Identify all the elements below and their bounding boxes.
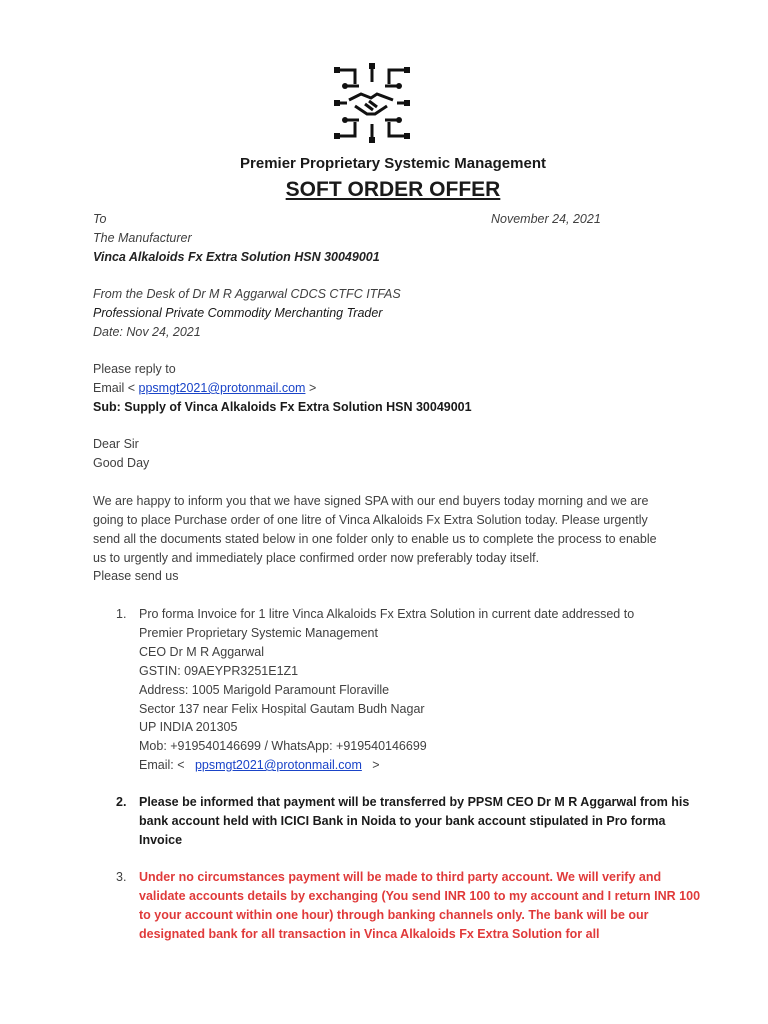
reply-email-prefix: Email < [93,381,136,395]
list-item-line: Invoice [139,833,183,847]
list-number-3: 3. [116,870,127,884]
greeting-line: Good Day [93,456,150,470]
item1-email-line [139,758,380,772]
list-item-line: Pro forma Invoice for 1 litre Vinca Alkaloids Fx Extra Solution in current date addressed to [139,607,635,621]
subject-line: Sub: Supply of Vinca Alkaloids Fx Extra Solution HSN 30049001 [93,400,472,414]
list-item-line: CEO Dr M R Aggarwal [139,645,265,659]
product-line: Vinca Alkaloids Fx Extra Solution HSN 30049001 [93,250,380,264]
list-item-line: GSTIN: 09AEYPR3251E1Z1 [139,664,299,678]
reply-label: Please reply to [93,362,176,376]
warning-line: to your account within one hour) through banking channels only. The bank will be our [139,908,649,922]
letter-date: November 24, 2021 [491,212,601,226]
list-item-line: Address: 1005 Marigold Paramount Floraville [139,683,390,697]
sender-date: Date: Nov 24, 2021 [93,325,201,339]
list-item-line: Mob: +919540146699 / WhatsApp: +919540146699 [139,739,427,753]
reply-email-suffix: > [308,381,317,395]
salutation: Dear Sir [93,437,139,451]
page-title: SOFT ORDER OFFER [285,178,501,201]
company-name: Premier Proprietary Systemic Management [240,155,546,172]
warning-line: Under no circumstances payment will be made to third party account. We will verify and [139,870,662,884]
warning-line: validate accounts details by exchanging (You send INR 100 to my account and I return INR 100 [139,889,701,903]
body-line: send all the documents stated below in one folder only to enable us to complete the process to enable [93,532,657,546]
warning-line: designated bank for all transaction in Vinca Alkaloids Fx Extra Solution for all [139,927,600,941]
sender-desk: From the Desk of Dr M R Aggarwal CDCS CTFC ITFAS [93,287,401,301]
list-item-line: bank account held with ICICI Bank in Noida to your bank account stipulated in Pro forma [139,814,666,828]
reply-email-line [93,381,316,395]
body-line: going to place Purchase order of one litre of Vinca Alkaloids Fx Extra Solution today. Please urgently [93,513,648,527]
reply-email-link[interactable]: ppsmgt2021@protonmail.com [138,381,306,395]
list-number-1: 1. [116,607,127,621]
handshake-circuit-icon [331,60,413,146]
list-number-2: 2. [116,795,127,809]
list-item-line: Premier Proprietary Systemic Management [139,626,378,640]
list-item-line: Please be informed that payment will be transferred by PPSM CEO Dr M R Aggarwal from his [139,795,690,809]
item1-email-suffix: > [372,758,380,772]
list-item-line: UP INDIA 201305 [139,720,238,734]
sender-role: Professional Private Commodity Merchanting Trader [93,306,383,320]
please-send: Please send us [93,569,179,583]
list-item-line: Sector 137 near Felix Hospital Gautam Budh Nagar [139,702,425,716]
item1-email-prefix: Email: < [139,758,185,772]
item1-email-link[interactable]: ppsmgt2021@protonmail.com [194,758,362,772]
body-line: us to urgently and immediately place confirmed order now preferably today itself. [93,551,540,565]
recipient: The Manufacturer [93,231,192,245]
body-line: We are happy to inform you that we have signed SPA with our end buyers today morning and we are [93,494,649,508]
to-label: To [93,212,107,226]
